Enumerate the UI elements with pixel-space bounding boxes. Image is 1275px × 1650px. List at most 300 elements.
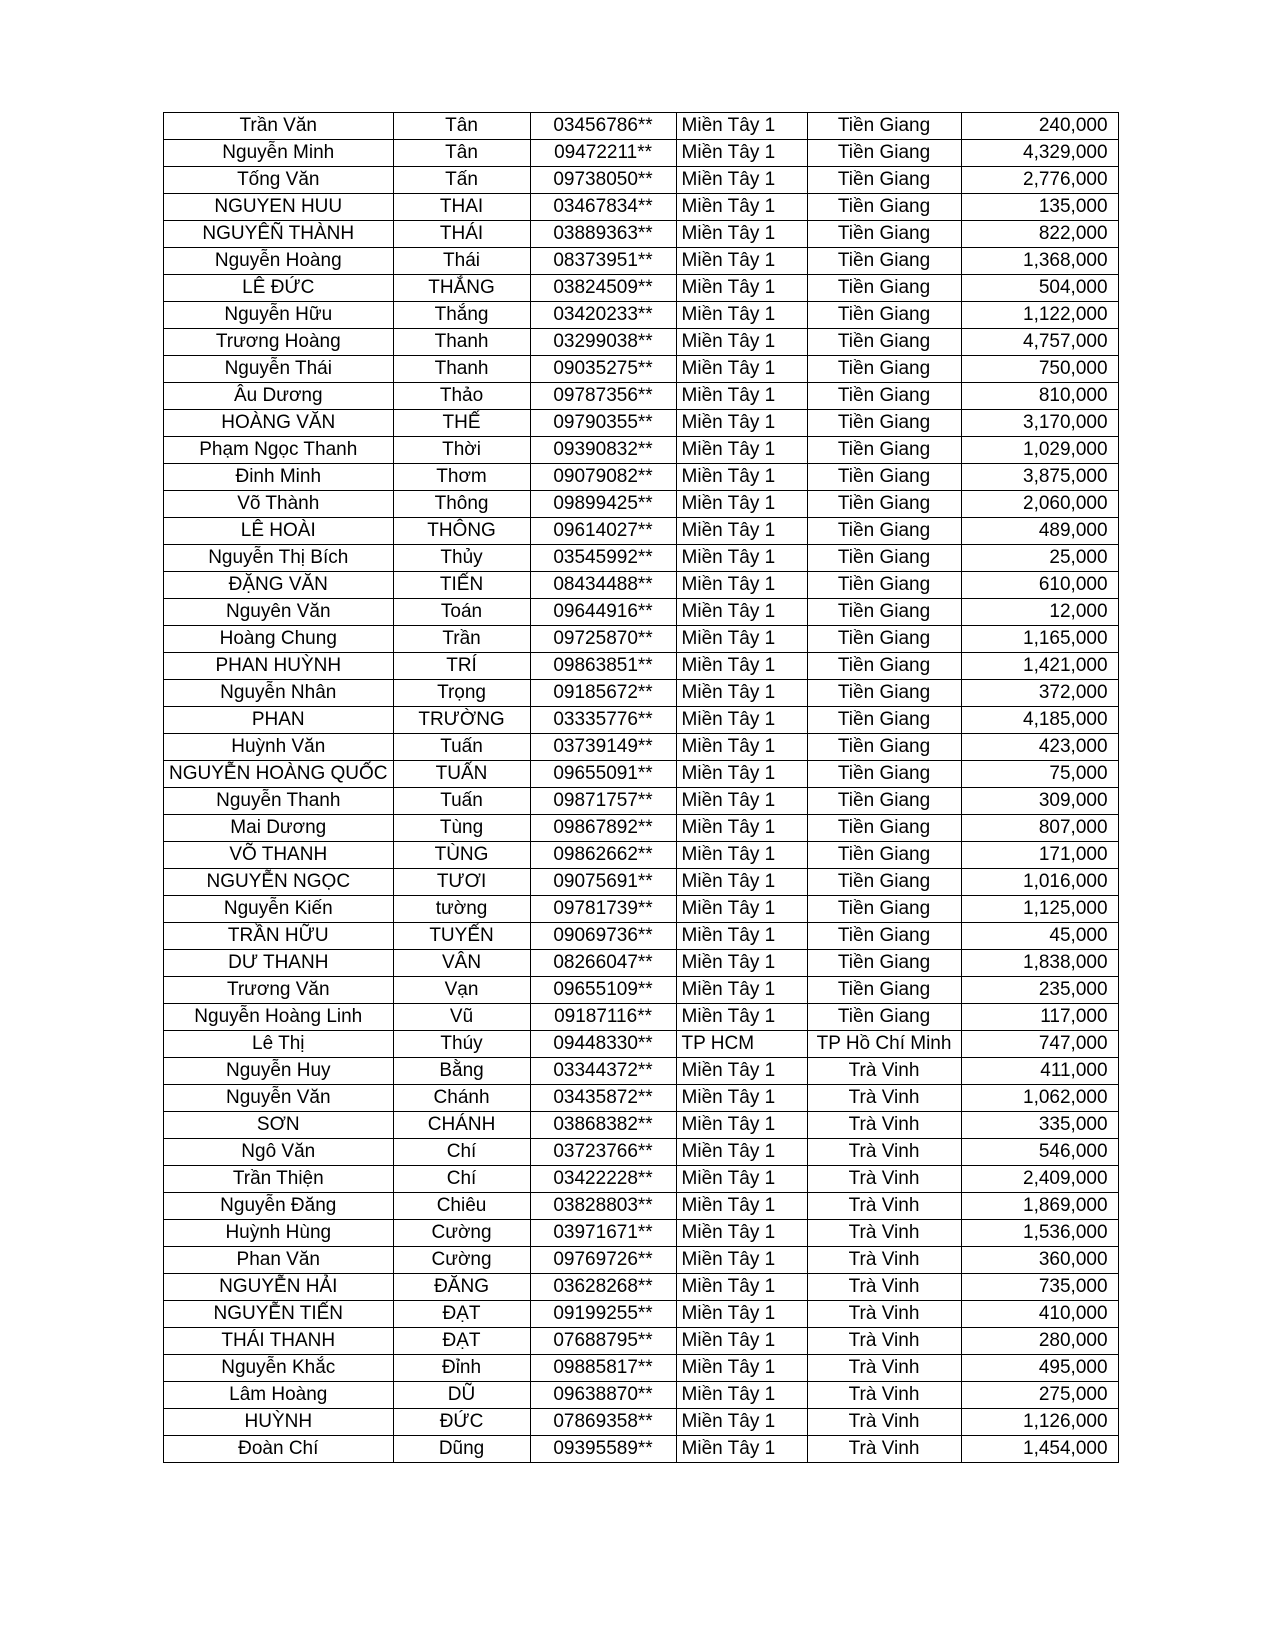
surname-cell: PHAN xyxy=(164,707,394,734)
table-row xyxy=(164,707,1119,734)
given-name-cell: Thông xyxy=(393,491,530,518)
given-name-cell: Tuấn xyxy=(393,734,530,761)
phone-cell: 07688795** xyxy=(530,1328,676,1355)
amount-cell: 2,409,000 xyxy=(961,1166,1118,1193)
region-cell: Miền Tây 1 xyxy=(676,1301,807,1328)
province-cell: Tiền Giang xyxy=(807,221,961,248)
phone-cell: 09655109** xyxy=(530,977,676,1004)
surname-cell: NGUYỄN TIẾN xyxy=(164,1301,394,1328)
region-cell: Miền Tây 1 xyxy=(676,1436,807,1463)
region-cell: Miền Tây 1 xyxy=(676,896,807,923)
province-cell: Trà Vinh xyxy=(807,1112,961,1139)
given-name-cell: Dũng xyxy=(393,1436,530,1463)
province-cell: Tiền Giang xyxy=(807,842,961,869)
phone-cell: 09644916** xyxy=(530,599,676,626)
region-cell: Miền Tây 1 xyxy=(676,1085,807,1112)
table-row xyxy=(164,1355,1119,1382)
given-name-cell: ĐẠT xyxy=(393,1328,530,1355)
phone-cell: 09199255** xyxy=(530,1301,676,1328)
surname-cell: PHAN HUỲNH xyxy=(164,653,394,680)
surname-cell: Nguyên Văn xyxy=(164,599,394,626)
given-name-cell: Thời xyxy=(393,437,530,464)
province-cell: Tiền Giang xyxy=(807,734,961,761)
surname-cell: Nguyễn Thanh xyxy=(164,788,394,815)
table-row xyxy=(164,140,1119,167)
given-name-cell: Trần xyxy=(393,626,530,653)
province-cell: Tiền Giang xyxy=(807,680,961,707)
phone-cell: 03628268** xyxy=(530,1274,676,1301)
surname-cell: Âu Dương xyxy=(164,383,394,410)
amount-cell: 3,170,000 xyxy=(961,410,1118,437)
surname-cell: HOÀNG VĂN xyxy=(164,410,394,437)
given-name-cell: TIẾN xyxy=(393,572,530,599)
amount-cell: 504,000 xyxy=(961,275,1118,302)
phone-cell: 09738050** xyxy=(530,167,676,194)
table-row xyxy=(164,1220,1119,1247)
phone-cell: 03344372** xyxy=(530,1058,676,1085)
province-cell: Trà Vinh xyxy=(807,1301,961,1328)
given-name-cell: Tấn xyxy=(393,167,530,194)
surname-cell: Phan Văn xyxy=(164,1247,394,1274)
amount-cell: 807,000 xyxy=(961,815,1118,842)
province-cell: Trà Vinh xyxy=(807,1274,961,1301)
phone-cell: 09448330** xyxy=(530,1031,676,1058)
province-cell: Tiền Giang xyxy=(807,248,961,275)
table-row xyxy=(164,275,1119,302)
phone-cell: 09885817** xyxy=(530,1355,676,1382)
region-cell: Miền Tây 1 xyxy=(676,1382,807,1409)
table-row xyxy=(164,950,1119,977)
amount-cell: 747,000 xyxy=(961,1031,1118,1058)
given-name-cell: Chánh xyxy=(393,1085,530,1112)
province-cell: Tiền Giang xyxy=(807,545,961,572)
table-row xyxy=(164,896,1119,923)
amount-cell: 309,000 xyxy=(961,788,1118,815)
surname-cell: Nguyễn Minh xyxy=(164,140,394,167)
surname-cell: Nguyễn Nhân xyxy=(164,680,394,707)
surname-cell: Đoàn Chí xyxy=(164,1436,394,1463)
surname-cell: NGUYÊÑ THÀNH xyxy=(164,221,394,248)
phone-cell: 08266047** xyxy=(530,950,676,977)
amount-cell: 3,875,000 xyxy=(961,464,1118,491)
given-name-cell: Tùng xyxy=(393,815,530,842)
amount-cell: 1,838,000 xyxy=(961,950,1118,977)
table-row xyxy=(164,1193,1119,1220)
province-cell: Tiền Giang xyxy=(807,167,961,194)
region-cell: Miền Tây 1 xyxy=(676,140,807,167)
table-row xyxy=(164,1004,1119,1031)
phone-cell: 09472211** xyxy=(530,140,676,167)
phone-cell: 09638870** xyxy=(530,1382,676,1409)
region-cell: Miền Tây 1 xyxy=(676,599,807,626)
surname-cell: NGUYỄN HẢI xyxy=(164,1274,394,1301)
province-cell: Tiền Giang xyxy=(807,140,961,167)
province-cell: Tiền Giang xyxy=(807,410,961,437)
given-name-cell: tường xyxy=(393,896,530,923)
surname-cell: LÊ HOÀI xyxy=(164,518,394,545)
given-name-cell: Trọng xyxy=(393,680,530,707)
phone-cell: 09769726** xyxy=(530,1247,676,1274)
province-cell: Tiền Giang xyxy=(807,572,961,599)
region-cell: Miền Tây 1 xyxy=(676,410,807,437)
table-row xyxy=(164,410,1119,437)
region-cell: Miền Tây 1 xyxy=(676,113,807,140)
amount-cell: 1,029,000 xyxy=(961,437,1118,464)
table-row xyxy=(164,491,1119,518)
region-cell: Miền Tây 1 xyxy=(676,1409,807,1436)
phone-cell: 09079082** xyxy=(530,464,676,491)
province-cell: Trà Vinh xyxy=(807,1085,961,1112)
surname-cell: NGUYỄN HOÀNG QUỐC xyxy=(164,761,394,788)
region-cell: Miền Tây 1 xyxy=(676,788,807,815)
region-cell: Miền Tây 1 xyxy=(676,572,807,599)
phone-cell: 09395589** xyxy=(530,1436,676,1463)
surname-cell: Nguyễn Hoàng Linh xyxy=(164,1004,394,1031)
table-row xyxy=(164,194,1119,221)
table-row xyxy=(164,221,1119,248)
region-cell: Miền Tây 1 xyxy=(676,950,807,977)
surname-cell: Nguyễn Hữu xyxy=(164,302,394,329)
province-cell: Trà Vinh xyxy=(807,1058,961,1085)
surname-cell: Trần Văn xyxy=(164,113,394,140)
phone-cell: 03456786** xyxy=(530,113,676,140)
phone-cell: 03723766** xyxy=(530,1139,676,1166)
surname-cell: Ngô Văn xyxy=(164,1139,394,1166)
amount-cell: 280,000 xyxy=(961,1328,1118,1355)
amount-cell: 1,869,000 xyxy=(961,1193,1118,1220)
amount-cell: 546,000 xyxy=(961,1139,1118,1166)
surname-cell: VÕ THANH xyxy=(164,842,394,869)
amount-cell: 1,421,000 xyxy=(961,653,1118,680)
region-cell: Miền Tây 1 xyxy=(676,1112,807,1139)
province-cell: Tiền Giang xyxy=(807,950,961,977)
given-name-cell: THÁI xyxy=(393,221,530,248)
given-name-cell: THẮNG xyxy=(393,275,530,302)
given-name-cell: Chí xyxy=(393,1166,530,1193)
phone-cell: 09862662** xyxy=(530,842,676,869)
surname-cell: Nguyễn Huy xyxy=(164,1058,394,1085)
amount-cell: 275,000 xyxy=(961,1382,1118,1409)
region-cell: Miền Tây 1 xyxy=(676,1328,807,1355)
table-row xyxy=(164,383,1119,410)
province-cell: Tiền Giang xyxy=(807,329,961,356)
region-cell: Miền Tây 1 xyxy=(676,518,807,545)
table-row xyxy=(164,653,1119,680)
amount-cell: 1,016,000 xyxy=(961,869,1118,896)
amount-cell: 4,329,000 xyxy=(961,140,1118,167)
region-cell: Miền Tây 1 xyxy=(676,302,807,329)
region-cell: Miền Tây 1 xyxy=(676,734,807,761)
given-name-cell: TRÍ xyxy=(393,653,530,680)
region-cell: Miền Tây 1 xyxy=(676,356,807,383)
phone-cell: 09787356** xyxy=(530,383,676,410)
surname-cell: Nguyễn Hoàng xyxy=(164,248,394,275)
amount-cell: 1,125,000 xyxy=(961,896,1118,923)
given-name-cell: Cường xyxy=(393,1220,530,1247)
region-cell: Miền Tây 1 xyxy=(676,626,807,653)
phone-cell: 09790355** xyxy=(530,410,676,437)
region-cell: Miền Tây 1 xyxy=(676,437,807,464)
table-row xyxy=(164,1301,1119,1328)
surname-cell: NGUYỄN NGỌC xyxy=(164,869,394,896)
given-name-cell: Thanh xyxy=(393,329,530,356)
amount-cell: 360,000 xyxy=(961,1247,1118,1274)
region-cell: Miền Tây 1 xyxy=(676,653,807,680)
province-cell: Trà Vinh xyxy=(807,1166,961,1193)
surname-cell: NGUYEN HUU xyxy=(164,194,394,221)
given-name-cell: Vạn xyxy=(393,977,530,1004)
province-cell: Tiền Giang xyxy=(807,761,961,788)
surname-cell: ĐẶNG VĂN xyxy=(164,572,394,599)
given-name-cell: ĐẠT xyxy=(393,1301,530,1328)
amount-cell: 1,368,000 xyxy=(961,248,1118,275)
phone-cell: 03824509** xyxy=(530,275,676,302)
surname-cell: Nguyễn Văn xyxy=(164,1085,394,1112)
table-row xyxy=(164,1166,1119,1193)
region-cell: Miền Tây 1 xyxy=(676,1355,807,1382)
region-cell: Miền Tây 1 xyxy=(676,275,807,302)
amount-cell: 1,062,000 xyxy=(961,1085,1118,1112)
table-body xyxy=(164,113,1119,1463)
amount-cell: 2,776,000 xyxy=(961,167,1118,194)
amount-cell: 235,000 xyxy=(961,977,1118,1004)
amount-cell: 335,000 xyxy=(961,1112,1118,1139)
amount-cell: 1,122,000 xyxy=(961,302,1118,329)
surname-cell: Lâm Hoàng xyxy=(164,1382,394,1409)
given-name-cell: Toán xyxy=(393,599,530,626)
amount-cell: 171,000 xyxy=(961,842,1118,869)
amount-cell: 610,000 xyxy=(961,572,1118,599)
phone-cell: 09871757** xyxy=(530,788,676,815)
amount-cell: 2,060,000 xyxy=(961,491,1118,518)
region-cell: Miền Tây 1 xyxy=(676,977,807,1004)
province-cell: Trà Vinh xyxy=(807,1382,961,1409)
surname-cell: Trương Hoàng xyxy=(164,329,394,356)
province-cell: Tiền Giang xyxy=(807,815,961,842)
phone-cell: 03889363** xyxy=(530,221,676,248)
province-cell: Tiền Giang xyxy=(807,113,961,140)
province-cell: Tiền Giang xyxy=(807,977,961,1004)
surname-cell: Mai Dương xyxy=(164,815,394,842)
phone-cell: 09863851** xyxy=(530,653,676,680)
region-cell: Miền Tây 1 xyxy=(676,707,807,734)
surname-cell: Tống Văn xyxy=(164,167,394,194)
amount-cell: 117,000 xyxy=(961,1004,1118,1031)
table-row xyxy=(164,437,1119,464)
phone-cell: 09069736** xyxy=(530,923,676,950)
table-row xyxy=(164,788,1119,815)
given-name-cell: Vũ xyxy=(393,1004,530,1031)
amount-cell: 1,126,000 xyxy=(961,1409,1118,1436)
table-row xyxy=(164,545,1119,572)
province-cell: Tiền Giang xyxy=(807,707,961,734)
table-row xyxy=(164,680,1119,707)
province-cell: Trà Vinh xyxy=(807,1355,961,1382)
given-name-cell: ĐĂNG xyxy=(393,1274,530,1301)
given-name-cell: Tuấn xyxy=(393,788,530,815)
data-table xyxy=(163,112,1119,1463)
phone-cell: 09867892** xyxy=(530,815,676,842)
province-cell: TP Hồ Chí Minh xyxy=(807,1031,961,1058)
region-cell: Miền Tây 1 xyxy=(676,383,807,410)
province-cell: Tiền Giang xyxy=(807,626,961,653)
amount-cell: 489,000 xyxy=(961,518,1118,545)
amount-cell: 75,000 xyxy=(961,761,1118,788)
table-row xyxy=(164,356,1119,383)
amount-cell: 411,000 xyxy=(961,1058,1118,1085)
province-cell: Tiền Giang xyxy=(807,1004,961,1031)
phone-cell: 03828803** xyxy=(530,1193,676,1220)
phone-cell: 03420233** xyxy=(530,302,676,329)
given-name-cell: Thủy xyxy=(393,545,530,572)
given-name-cell: Thảo xyxy=(393,383,530,410)
given-name-cell: DŨ xyxy=(393,1382,530,1409)
table-row xyxy=(164,1112,1119,1139)
province-cell: Tiền Giang xyxy=(807,518,961,545)
province-cell: Tiền Giang xyxy=(807,896,961,923)
province-cell: Tiền Giang xyxy=(807,194,961,221)
region-cell: Miền Tây 1 xyxy=(676,1247,807,1274)
phone-cell: 03299038** xyxy=(530,329,676,356)
table-row xyxy=(164,248,1119,275)
given-name-cell: Thanh xyxy=(393,356,530,383)
amount-cell: 135,000 xyxy=(961,194,1118,221)
surname-cell: Phạm Ngọc Thanh xyxy=(164,437,394,464)
amount-cell: 1,536,000 xyxy=(961,1220,1118,1247)
given-name-cell: Cường xyxy=(393,1247,530,1274)
phone-cell: 09185672** xyxy=(530,680,676,707)
surname-cell: Nguyễn Kiến xyxy=(164,896,394,923)
amount-cell: 4,185,000 xyxy=(961,707,1118,734)
region-cell: Miền Tây 1 xyxy=(676,815,807,842)
surname-cell: Võ Thành xyxy=(164,491,394,518)
phone-cell: 08373951** xyxy=(530,248,676,275)
region-cell: Miền Tây 1 xyxy=(676,329,807,356)
region-cell: Miền Tây 1 xyxy=(676,491,807,518)
table-row xyxy=(164,302,1119,329)
given-name-cell: Thơm xyxy=(393,464,530,491)
amount-cell: 423,000 xyxy=(961,734,1118,761)
surname-cell: HUỲNH xyxy=(164,1409,394,1436)
amount-cell: 410,000 xyxy=(961,1301,1118,1328)
given-name-cell: THẾ xyxy=(393,410,530,437)
table-row xyxy=(164,464,1119,491)
province-cell: Tiền Giang xyxy=(807,869,961,896)
province-cell: Tiền Giang xyxy=(807,437,961,464)
region-cell: Miền Tây 1 xyxy=(676,1166,807,1193)
amount-cell: 4,757,000 xyxy=(961,329,1118,356)
surname-cell: Lê Thị xyxy=(164,1031,394,1058)
table-row xyxy=(164,1139,1119,1166)
given-name-cell: TƯƠI xyxy=(393,869,530,896)
province-cell: Tiền Giang xyxy=(807,275,961,302)
phone-cell: 07869358** xyxy=(530,1409,676,1436)
region-cell: Miền Tây 1 xyxy=(676,923,807,950)
table-row xyxy=(164,329,1119,356)
province-cell: Trà Vinh xyxy=(807,1247,961,1274)
phone-cell: 09187116** xyxy=(530,1004,676,1031)
region-cell: Miền Tây 1 xyxy=(676,464,807,491)
phone-cell: 09899425** xyxy=(530,491,676,518)
surname-cell: Nguyễn Thái xyxy=(164,356,394,383)
phone-cell: 03335776** xyxy=(530,707,676,734)
given-name-cell: CHÁNH xyxy=(393,1112,530,1139)
phone-cell: 03435872** xyxy=(530,1085,676,1112)
surname-cell: Nguyễn Thị Bích xyxy=(164,545,394,572)
amount-cell: 810,000 xyxy=(961,383,1118,410)
table-row xyxy=(164,977,1119,1004)
amount-cell: 12,000 xyxy=(961,599,1118,626)
phone-cell: 03467834** xyxy=(530,194,676,221)
table-row xyxy=(164,1328,1119,1355)
surname-cell: SƠN xyxy=(164,1112,394,1139)
given-name-cell: TUẤN xyxy=(393,761,530,788)
phone-cell: 03545992** xyxy=(530,545,676,572)
given-name-cell: TUYẾN xyxy=(393,923,530,950)
phone-cell: 03868382** xyxy=(530,1112,676,1139)
province-cell: Tiền Giang xyxy=(807,653,961,680)
region-cell: Miền Tây 1 xyxy=(676,842,807,869)
given-name-cell: VÂN xyxy=(393,950,530,977)
province-cell: Tiền Giang xyxy=(807,464,961,491)
surname-cell: Trần Thiện xyxy=(164,1166,394,1193)
given-name-cell: Thắng xyxy=(393,302,530,329)
province-cell: Tiền Giang xyxy=(807,356,961,383)
surname-cell: TRẦN HỮU xyxy=(164,923,394,950)
region-cell: TP HCM xyxy=(676,1031,807,1058)
amount-cell: 750,000 xyxy=(961,356,1118,383)
given-name-cell: THAI xyxy=(393,194,530,221)
given-name-cell: Chiêu xyxy=(393,1193,530,1220)
province-cell: Trà Vinh xyxy=(807,1409,961,1436)
surname-cell: Huỳnh Hùng xyxy=(164,1220,394,1247)
phone-cell: 09390832** xyxy=(530,437,676,464)
amount-cell: 25,000 xyxy=(961,545,1118,572)
province-cell: Trà Vinh xyxy=(807,1328,961,1355)
given-name-cell: TÙNG xyxy=(393,842,530,869)
province-cell: Trà Vinh xyxy=(807,1436,961,1463)
given-name-cell: Đỉnh xyxy=(393,1355,530,1382)
province-cell: Trà Vinh xyxy=(807,1139,961,1166)
region-cell: Miền Tây 1 xyxy=(676,167,807,194)
table-row xyxy=(164,923,1119,950)
given-name-cell: Tân xyxy=(393,140,530,167)
region-cell: Miền Tây 1 xyxy=(676,869,807,896)
table-row xyxy=(164,626,1119,653)
region-cell: Miền Tây 1 xyxy=(676,221,807,248)
table-row xyxy=(164,1031,1119,1058)
surname-cell: Hoàng Chung xyxy=(164,626,394,653)
given-name-cell: THÔNG xyxy=(393,518,530,545)
amount-cell: 822,000 xyxy=(961,221,1118,248)
surname-cell: Nguyễn Khắc xyxy=(164,1355,394,1382)
surname-cell: Đinh Minh xyxy=(164,464,394,491)
province-cell: Trà Vinh xyxy=(807,1220,961,1247)
amount-cell: 372,000 xyxy=(961,680,1118,707)
region-cell: Miền Tây 1 xyxy=(676,1139,807,1166)
phone-cell: 09725870** xyxy=(530,626,676,653)
table-row xyxy=(164,1382,1119,1409)
phone-cell: 03739149** xyxy=(530,734,676,761)
given-name-cell: ĐỨC xyxy=(393,1409,530,1436)
given-name-cell: Thúy xyxy=(393,1031,530,1058)
phone-cell: 09781739** xyxy=(530,896,676,923)
phone-cell: 03971671** xyxy=(530,1220,676,1247)
table-row xyxy=(164,1436,1119,1463)
table-row xyxy=(164,1274,1119,1301)
amount-cell: 45,000 xyxy=(961,923,1118,950)
province-cell: Tiền Giang xyxy=(807,383,961,410)
